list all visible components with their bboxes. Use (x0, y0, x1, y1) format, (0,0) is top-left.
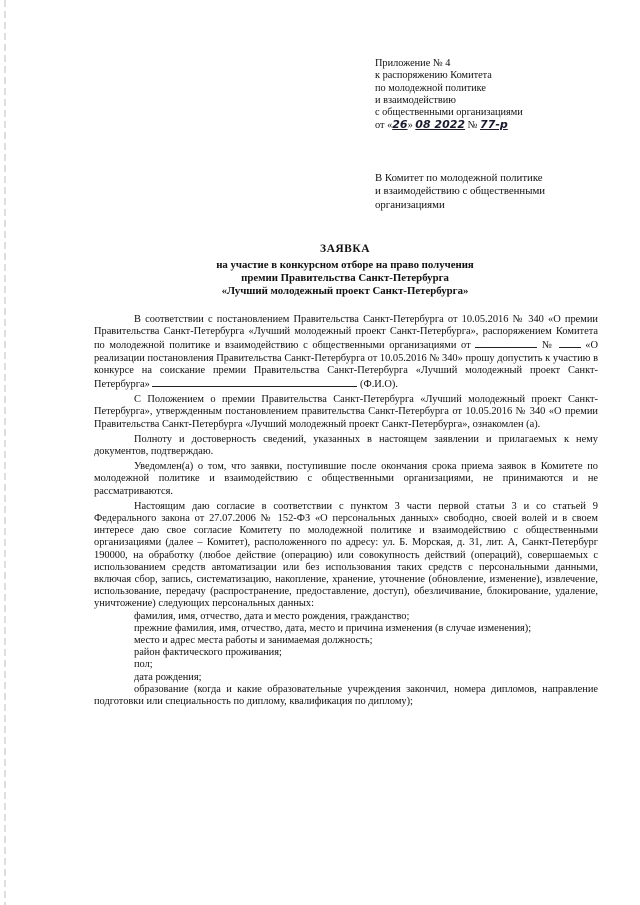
addressee-line: и взаимодействию с общественными (375, 185, 546, 198)
document-title (95, 243, 595, 298)
annex-line: с общественными организациями (375, 107, 523, 119)
blank-number-field (559, 338, 581, 348)
annex-line: и взаимодействию (375, 94, 456, 106)
document-body (94, 314, 598, 708)
paragraph-request: В соответствии с постановлением Правительства Санкт-Петербурга от 10.05.2016 № 340 «О премии Правительства Санкт-Петербурга «Лучший молодежный проект Санкт-Петербурга», распоряжением Комитета по молодежной политике и взаимодействию с общественными организациями от № «О реализации постановления Правительства Санкт-Петербурга от 10.05.2016 № 340» прошу допустить к участию в конкурсе на соискание премии Правительства Санкт-Петербурга «Лучший молодежный проект Санкт-Петербурга» (Ф.И.О). (94, 314, 599, 391)
title-line: ЗАЯВКА (320, 243, 370, 255)
list-item: прежние фамилия, имя, отчество, дата, место и причина изменения (в случае изменения); (134, 622, 532, 634)
list-item: образование (когда и какие образовательные учреждения закончил, номера дипломов, направление подготовки или специальность по диплому, квалификация по диплому); (94, 683, 598, 708)
handwritten-day: 26 (392, 118, 408, 132)
list-item: пол; (134, 659, 153, 671)
scan-edge-artifact (4, 0, 6, 905)
blank-name-field (152, 377, 357, 387)
handwritten-number: 77-р (480, 118, 508, 132)
paragraph-acquainted: С Положением о премии Правительства Санкт-Петербурга «Лучший молодежный проект Санкт-Петербурга», утвержденным постановлением правительства Санкт-Петербурга от 10.05.2016 № 340 «О премии Правительства Санкт-Петербурга «Лучший молодежный проект Санкт-Петербурга», ознакомлен (а). (94, 394, 598, 430)
list-item: дата рождения; (134, 671, 202, 683)
addressee-line: организациями (375, 198, 445, 211)
paragraph-consent: Настоящим даю согласие в соответствии с пунктом 3 части первой статьи 3 и со статьей 9 Федерального закона от 27.07.2006 № 152-ФЗ «О персональных данных» свободно, своей волей и в своем интересе даю свое согласие Комитету по молодежной политике и взаимодействию с общественными организациями (далее – Комитет), расположенного по адресу: ул. Б. Морская, д. 31, лит. А, Санкт-Петербург 190000, на обработку (любое действие (операцию) или совокупность действий (операций), совершаемых с использованием средств автоматизации или без использования таких средств с персональными данными, включая сбор, запись, систематизацию, накопление, хранение, уточнение (обновление, изменение), извлечение, использование, передачу (распространение, предоставление, доступ), обезличивание, блокирование, удаление, уничтожение) следующих персональных данных: (94, 500, 598, 610)
annex-header (375, 58, 620, 133)
blank-date-field (475, 338, 537, 348)
paragraph-confirm: Полноту и достоверность сведений, указанных в настоящем заявлении и прилагаемых к нему документов, подтверждаю. (94, 433, 598, 458)
annex-line: по молодежной политике (375, 82, 486, 94)
paragraph-notified: Уведомлен(а) о том, что заявки, поступившие после окончания срока приема заявок в Комитете по молодежной политике и взаимодействию с общественными организациями, не принимаются и не рассматриваются. (94, 461, 598, 497)
annex-line: к распоряжению Комитета (375, 70, 492, 82)
annex-line: Приложение № 4 (375, 58, 451, 69)
list-item: место и адрес места работы и занимаемая должность; (134, 635, 373, 647)
handwritten-month-year: 08 2022 (415, 118, 466, 132)
list-item: район фактического проживания; (134, 647, 282, 659)
title-line: на участие в конкурсном отборе на право получения (216, 259, 474, 271)
list-item: фамилия, имя, отчество, дата и место рождения, гражданство; (134, 610, 410, 622)
addressee-line: В Комитет по молодежной политике (375, 172, 543, 184)
addressee-block (375, 172, 620, 212)
title-line: премии Правительства Санкт-Петербурга (241, 272, 449, 284)
annex-date-number: от «26» 08 2022 № 77-р (375, 118, 508, 132)
title-line: «Лучший молодежный проект Санкт-Петербурга» (221, 285, 469, 297)
